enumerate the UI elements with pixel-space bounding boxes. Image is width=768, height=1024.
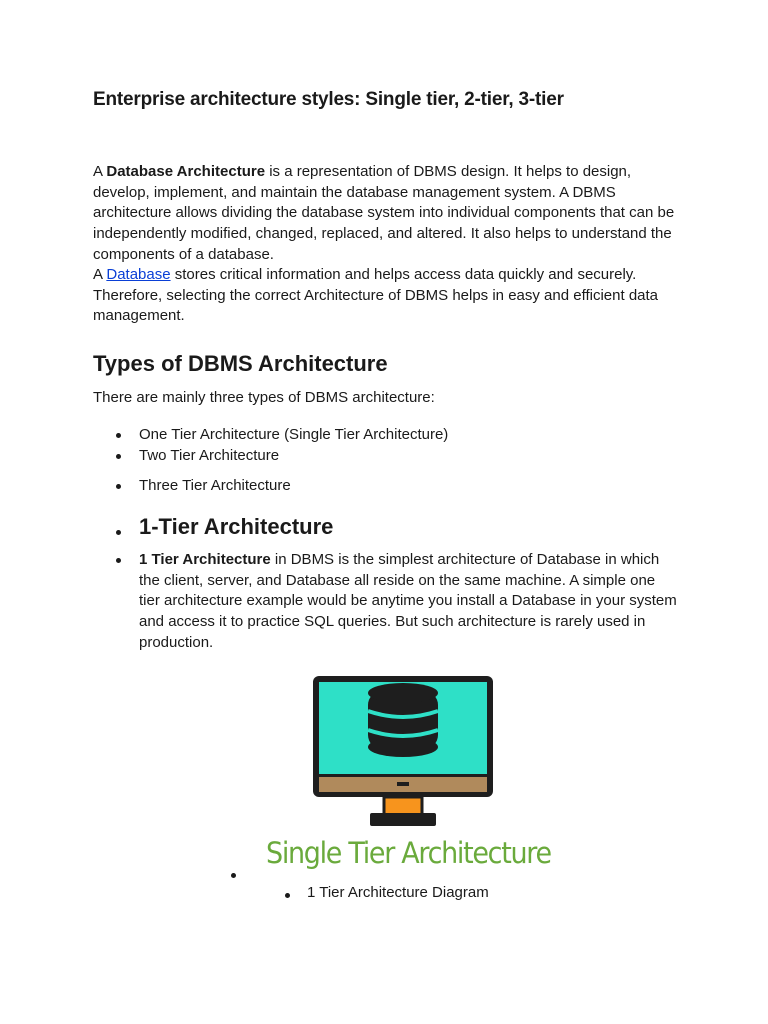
bullet-dot	[285, 893, 290, 898]
bullet-dot	[116, 558, 121, 563]
one-tier-heading: 1-Tier Architecture	[139, 514, 334, 539]
one-tier-description	[139, 550, 679, 654]
intro-p2-rest: stores critical information and helps access data quickly and securely. Therefore, selecting the correct Architecture of DBMS helps in easy and efficient data management.	[93, 266, 659, 325]
intro-p1-prefix: A	[93, 163, 107, 180]
database-icon	[368, 683, 438, 757]
intro-p2-prefix: A	[93, 266, 107, 283]
bullet-dot	[116, 530, 121, 535]
types-heading: Types of DBMS Architecture	[93, 351, 388, 376]
types-list-item: One Tier Architecture (Single Tier Architecture)	[139, 425, 448, 446]
intro-p1-rest: is a representation of DBMS design. It helps to design, develop, implement, and maintain the database management system. A DBMS architecture allows dividing the database system into individual components that can be independently modified, changed, replaced, and altered. It also helps to understand the components of a database.	[93, 163, 675, 263]
monitor-neck	[384, 797, 422, 815]
one-tier-desc-bold: 1 Tier Architecture	[139, 551, 271, 568]
figure-caption: Single Tier Architecture	[266, 836, 551, 870]
types-list-item: Two Tier Architecture	[139, 446, 279, 467]
power-button	[397, 782, 409, 786]
document-title: Enterprise architecture styles: Single tier, 2-tier, 3-tier	[93, 89, 564, 110]
monitor-foot	[370, 813, 436, 826]
intro-paragraph-2	[93, 265, 683, 327]
types-list-item: Three Tier Architecture	[139, 476, 291, 497]
monitor-database-icon	[310, 673, 496, 829]
intro-paragraph-1	[93, 162, 683, 266]
database-link[interactable]: Database	[106, 266, 171, 283]
diagram-label: 1 Tier Architecture Diagram	[307, 884, 489, 901]
intro-p1-bold: Database Architecture	[106, 163, 266, 180]
types-intro: There are mainly three types of DBMS architecture:	[93, 389, 435, 406]
one-tier-desc-rest: in DBMS is the simplest architecture of Database in which the client, server, and Database all reside on the same machine. A simple one tier architecture example would be anytime you install a Database in your system and access it to practice SQL queries. But such architecture is rarely used in production.	[139, 551, 677, 651]
bullet-dot	[231, 873, 236, 878]
